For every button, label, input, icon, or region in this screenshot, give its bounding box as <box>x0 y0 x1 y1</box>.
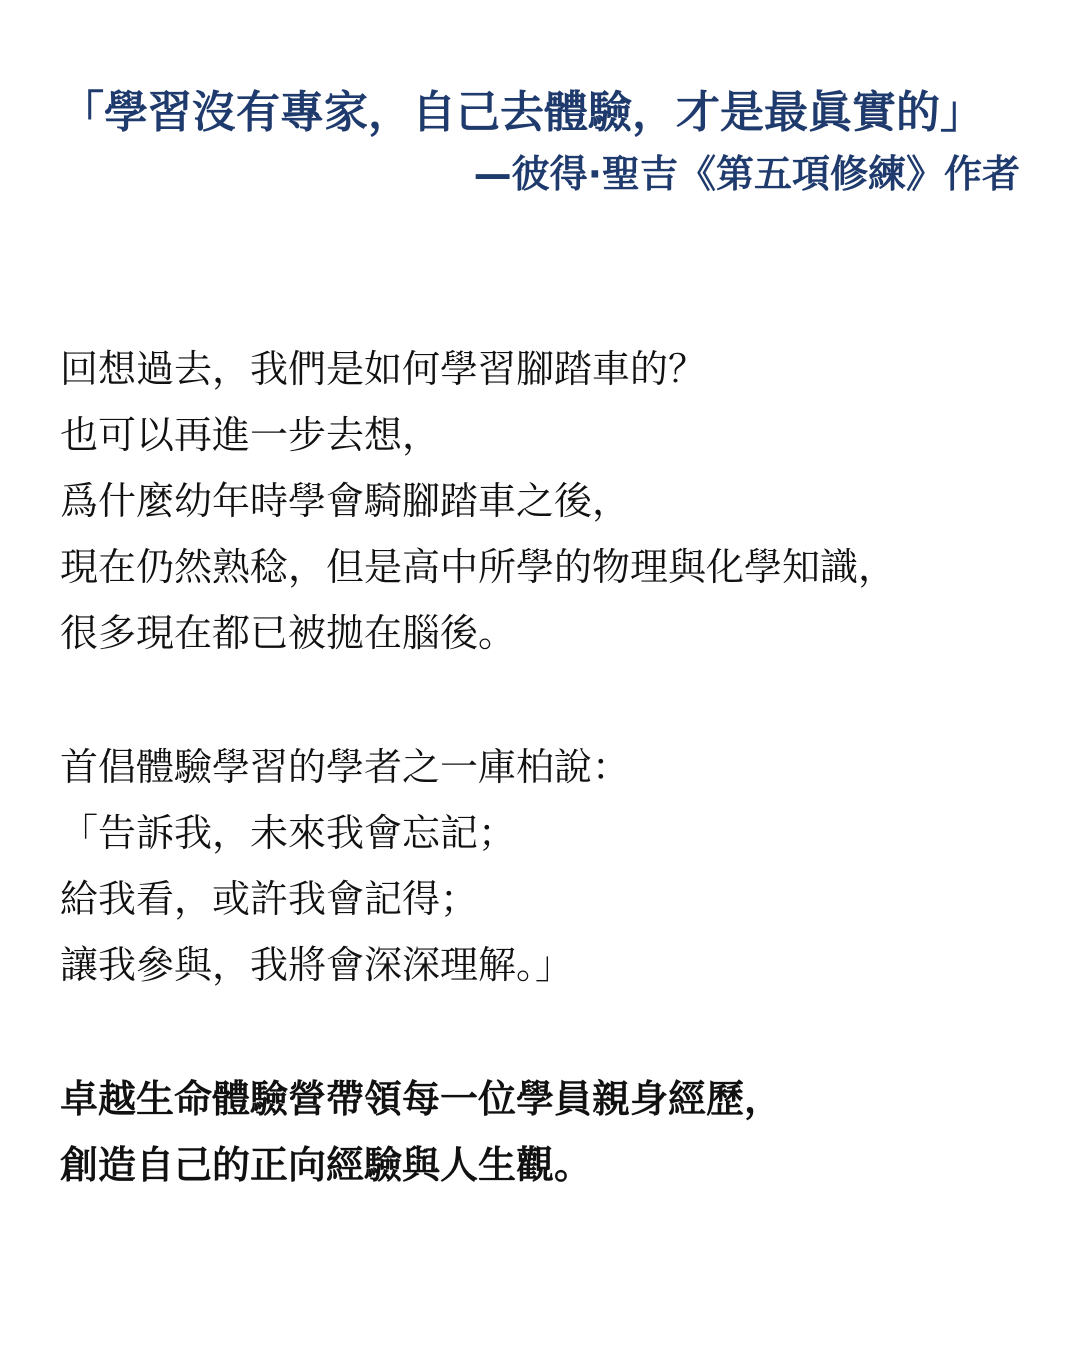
text-line: 很多現在都已被拋在腦後。 <box>60 611 517 655</box>
text-line: 創造自己的正向經驗與人生觀。 <box>60 1143 593 1187</box>
quote-text: 「學習沒有專家，自己去體驗，才是最眞實的」 <box>60 87 984 138</box>
text-line: 「告訴我，未來我會忘記； <box>60 811 517 855</box>
text-line: 讓我參與，我將會深深理解。」 <box>60 943 574 987</box>
text-line: 卓越生命體驗營帶領每一位學員親身經歷， <box>60 1077 783 1121</box>
body-text <box>60 336 1040 1266</box>
quote-attribution: —彼得·聖吉《第五項修練》作者 <box>473 152 1020 196</box>
text-line: 也可以再進一步去想， <box>60 413 441 457</box>
text-line: 爲什麼幼年時學會騎腳踏車之後， <box>60 479 631 523</box>
text-line: 現在仍然熟稔，但是高中所學的物理與化學知識， <box>60 545 897 589</box>
paragraph-reflection <box>60 336 1040 666</box>
quote-block <box>60 80 1020 202</box>
text-line: 首倡體驗學習的學者之一庫柏說： <box>60 745 631 789</box>
paragraph-kolb-quote <box>60 734 1040 998</box>
text-line: 回想過去，我們是如何學習腳踏車的？ <box>60 347 707 391</box>
text-line: 給我看，或許我會記得； <box>60 877 479 921</box>
paragraph-camp-statement <box>60 1066 1040 1198</box>
